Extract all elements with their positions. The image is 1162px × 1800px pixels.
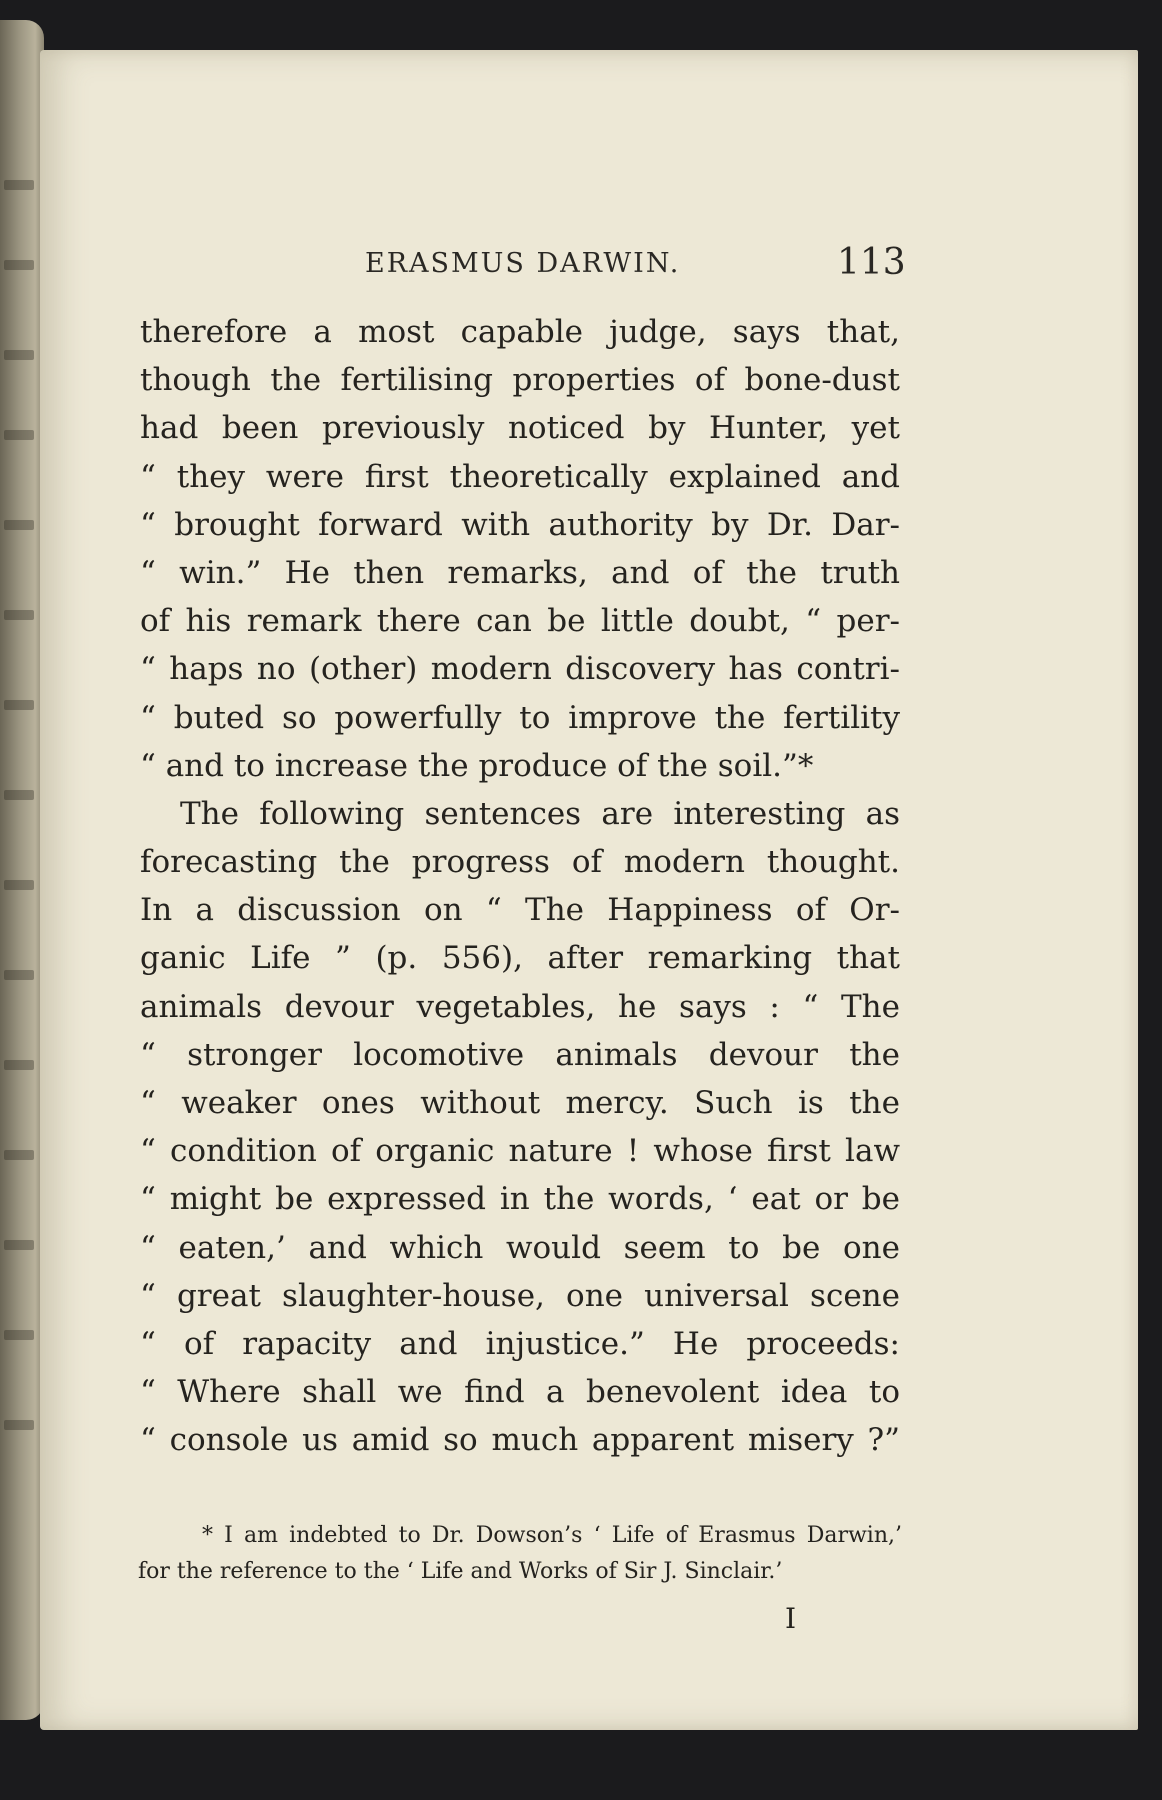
bleed-through-mark xyxy=(4,180,34,190)
bleed-through-mark xyxy=(4,610,34,620)
bleed-through-mark xyxy=(4,260,34,270)
bleed-through-mark xyxy=(4,430,34,440)
bleed-through-mark xyxy=(4,970,34,980)
text-line: “ Where shall we find a benevolent idea to xyxy=(140,1374,900,1411)
book-page xyxy=(40,50,1138,1730)
text-line: “ condition of organic nature ! whose first law xyxy=(140,1133,900,1170)
bleed-through-mark xyxy=(4,700,34,710)
text-line: The following sentences are interesting as xyxy=(180,795,900,832)
signature-mark: I xyxy=(785,1602,797,1635)
body-text xyxy=(140,308,900,1465)
text-line: “ stronger locomotive animals devour the xyxy=(140,1036,900,1073)
text-line: “ console us amid so much apparent misery ?” xyxy=(140,1422,900,1459)
previous-page-edge xyxy=(0,20,44,1720)
text-line: therefore a most capable judge, says that, xyxy=(140,314,900,350)
footnote-line: for the reference to the ‘ Life and Works of Sir J. Sinclair.’ xyxy=(138,1559,783,1584)
running-head xyxy=(40,244,1138,284)
text-line: animals devour vegetables, he says : “ The xyxy=(140,988,900,1025)
running-head-title: ERASMUS DARWIN. xyxy=(365,248,681,279)
bleed-through-mark xyxy=(4,1420,34,1430)
bleed-through-mark xyxy=(4,1330,34,1340)
text-line: “ great slaughter-house, one universal scene xyxy=(140,1277,900,1314)
bleed-through-mark xyxy=(4,880,34,890)
bleed-through-mark xyxy=(4,520,34,530)
text-line: In a discussion on “ The Happiness of Or- xyxy=(140,892,900,929)
bleed-through-mark xyxy=(4,350,34,360)
text-line: of his remark there can be little doubt, “ per- xyxy=(140,603,900,640)
text-line: ganic Life ” (p. 556), after remarking that xyxy=(140,940,900,977)
footnote-line: * I am indebted to Dr. Dowson’s ‘ Life of Erasmus Darwin,’ xyxy=(202,1523,902,1548)
page-number: 113 xyxy=(837,242,906,283)
text-line: “ buted so powerfully to improve the fertility xyxy=(140,699,900,736)
text-line: “ and to increase the produce of the soil.”* xyxy=(140,747,814,784)
bleed-through-mark xyxy=(4,1240,34,1250)
text-line: “ they were first theoretically explained and xyxy=(140,458,900,495)
bleed-through-mark xyxy=(4,790,34,800)
text-line: “ haps no (other) modern discovery has contri- xyxy=(140,651,900,688)
text-line: had been previously noticed by Hunter, yet xyxy=(140,410,900,447)
text-line: though the fertilising properties of bone-dust xyxy=(140,362,900,399)
text-line: “ win.” He then remarks, and of the truth xyxy=(140,554,900,591)
text-line: “ weaker ones without mercy. Such is the xyxy=(140,1085,900,1121)
bleed-through-mark xyxy=(4,1060,34,1070)
text-line: “ eaten,’ and which would seem to be one xyxy=(140,1229,900,1266)
text-line: “ of rapacity and injustice.” He proceeds: xyxy=(140,1325,900,1362)
text-line: “ might be expressed in the words, ‘ eat or be xyxy=(140,1181,900,1218)
text-line: forecasting the progress of modern thought. xyxy=(140,844,900,881)
bleed-through-mark xyxy=(4,1150,34,1160)
text-line: “ brought forward with authority by Dr. Dar- xyxy=(140,506,900,543)
footnote xyxy=(138,1518,902,1590)
